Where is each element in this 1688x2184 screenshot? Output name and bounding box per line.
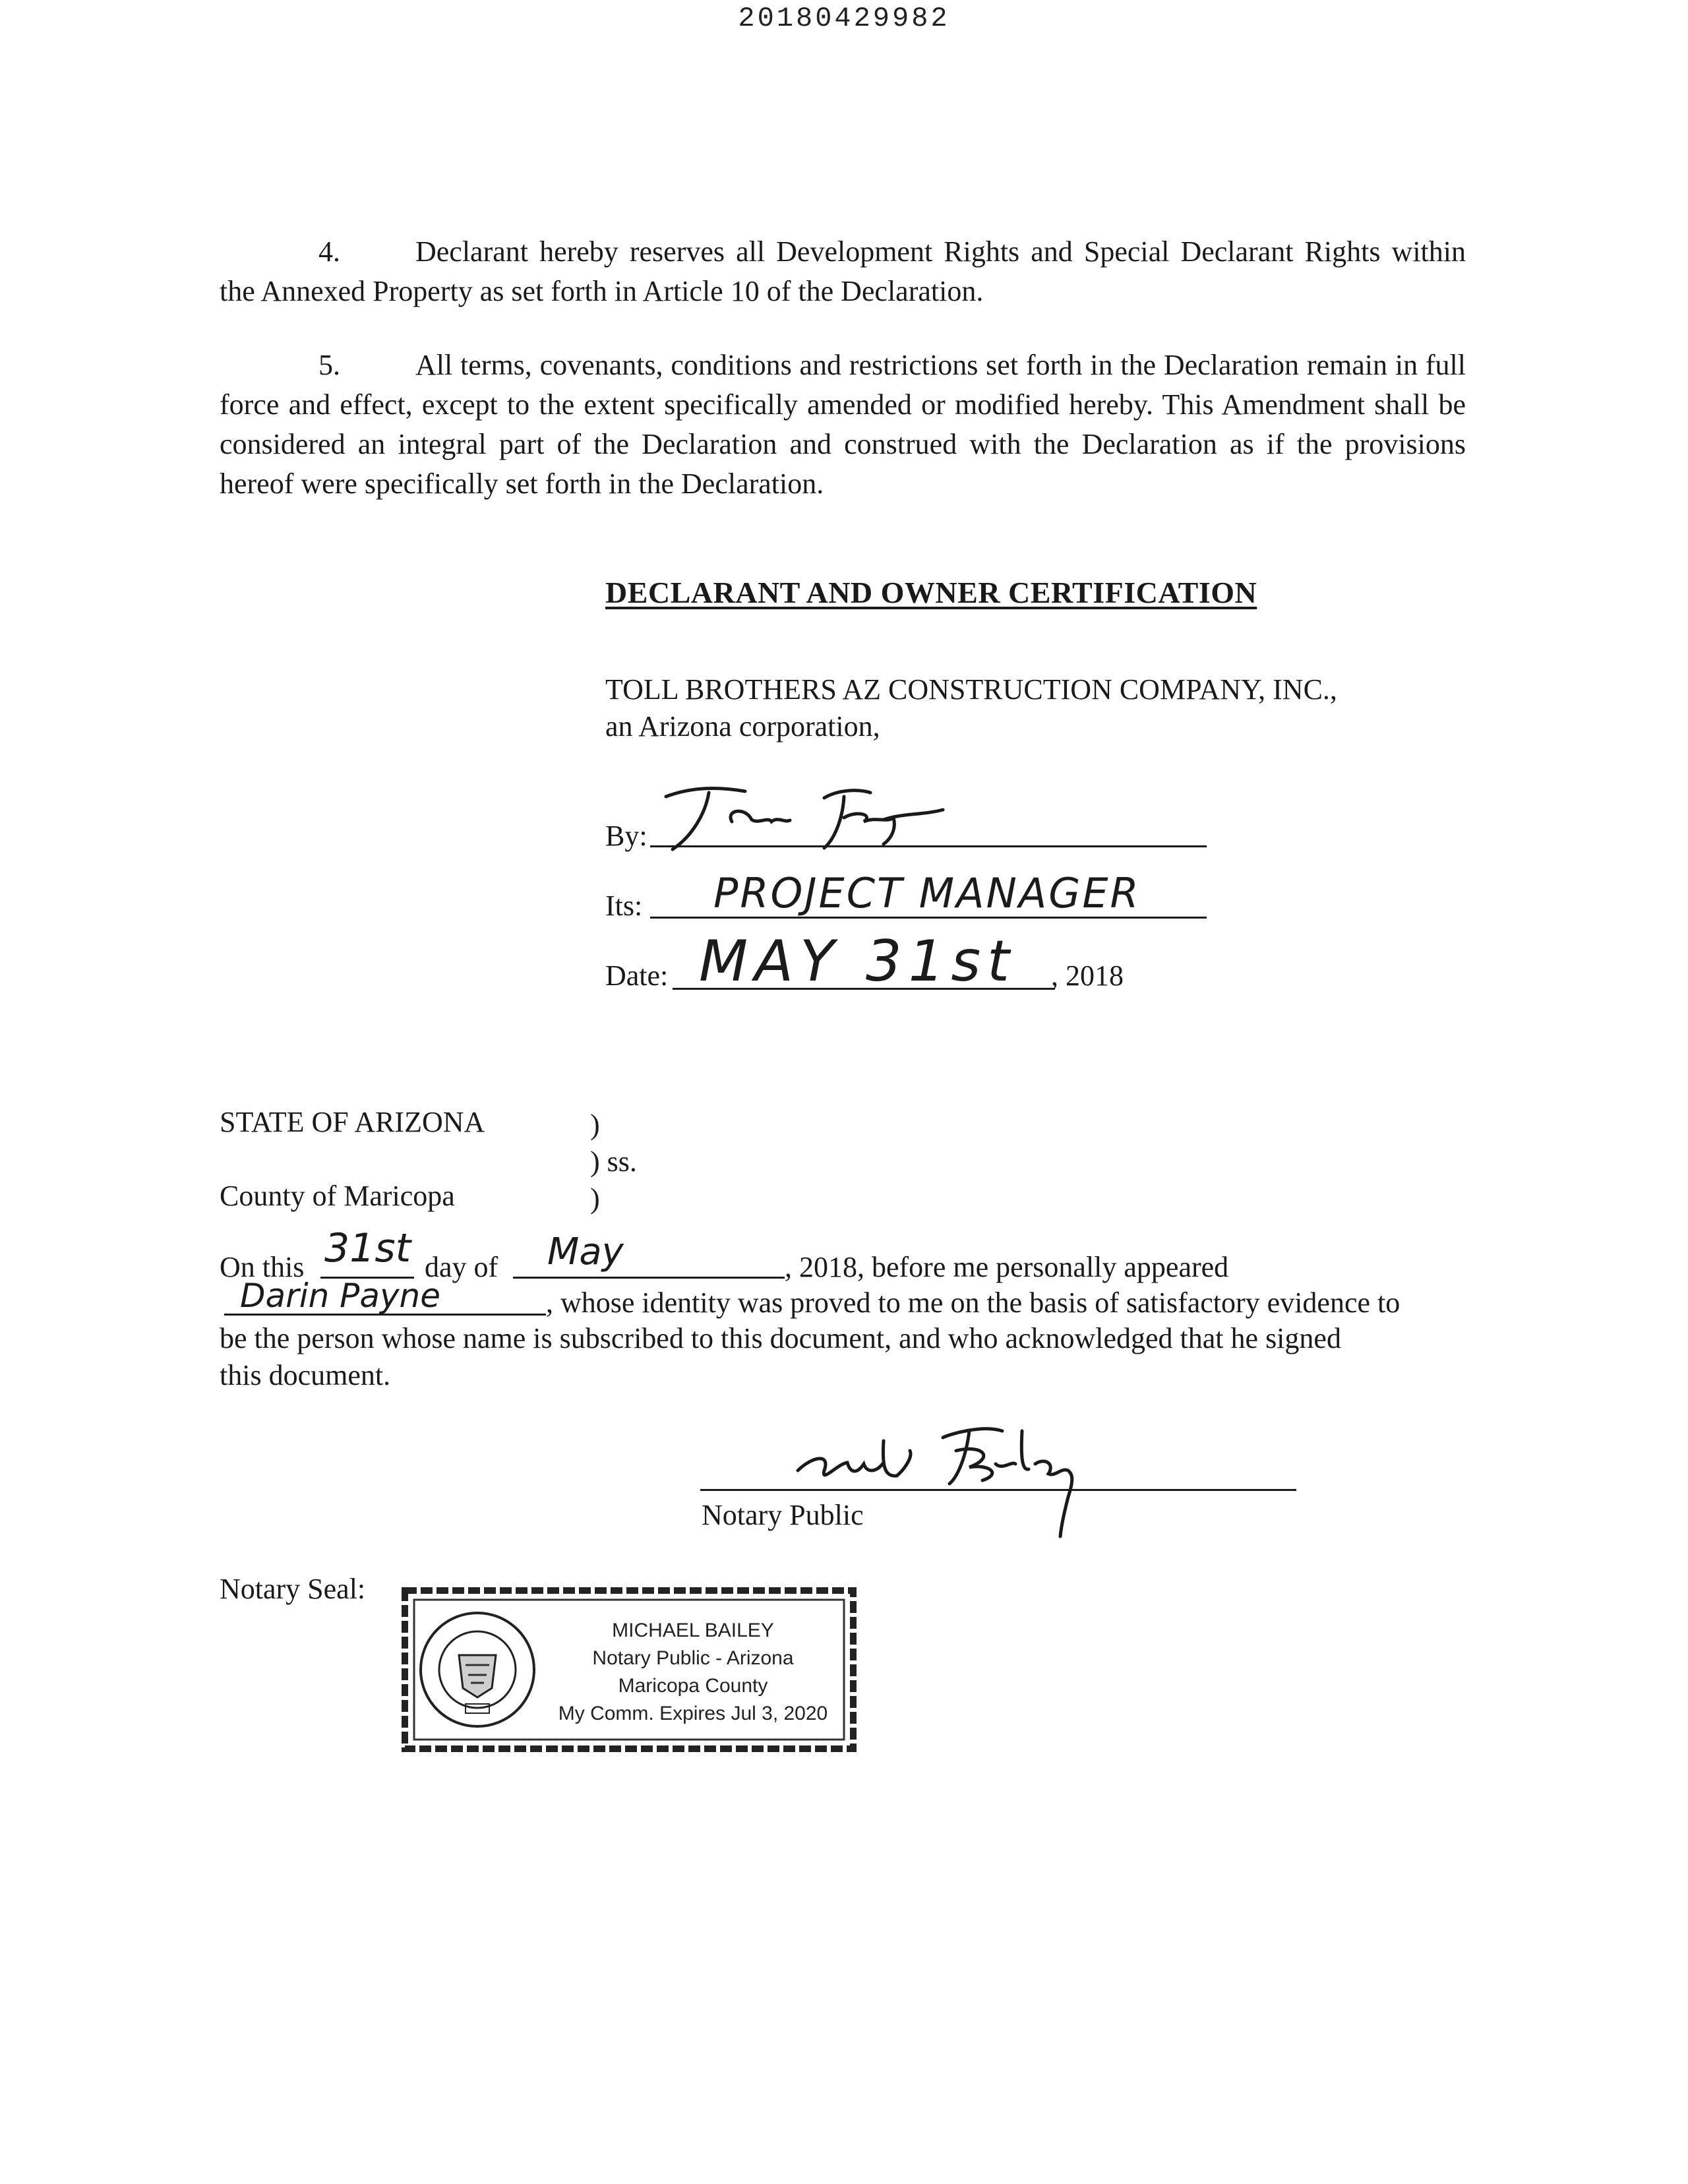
seal-expires: My Comm. Expires Jul 3, 2020 [558,1703,828,1724]
ss-label: ) ss. [590,1145,637,1178]
notary-public-label: Notary Public [702,1499,864,1531]
company-description: an Arizona corporation, [605,710,880,743]
company-name: TOLL BROTHERS AZ CONSTRUCTION COMPANY, INC., [605,673,1337,706]
county-name: County of Maricopa [220,1180,455,1212]
notary-seal-label: Notary Seal: [220,1573,366,1605]
paragraph-5 [220,346,1466,504]
date-label: Date: [605,959,669,992]
month-value: May [547,1230,624,1273]
line2-rest: , whose identity was proved to me on the basis of satisfactory evidence to [546,1287,1401,1319]
seal-title: Notary Public - Arizona [592,1647,794,1669]
certification-title: DECLARANT AND OWNER CERTIFICATION [605,576,1257,609]
date-value: MAY 31st [699,928,1016,994]
on-this-label: On this [220,1251,305,1283]
paren-3: ) [590,1182,600,1215]
line4: this document. [220,1359,391,1391]
day-value: 31st [324,1225,411,1271]
seal-name: MICHAEL BAILEY [612,1620,774,1641]
arizona-state-seal-icon [421,1613,534,1726]
paragraph-5-text: All terms, covenants, conditions and restrictions set forth in the Declaration remain in full force and effect, except to the extent specifically amended or modified hereby. This Amendment shall be considered an integral part of the Declaration and construed with the Declaration as if the provisions hereof were specifically set forth in the Declaration. [220,349,1466,500]
paragraph-4-number: 4. [318,235,340,268]
declarant-signature [646,783,963,856]
paragraph-5-number: 5. [318,349,340,381]
its-value: PROJECT MANAGER [713,869,1141,917]
by-label: By: [605,820,648,852]
paragraph-4-text: Declarant hereby reserves all Development Rights and Special Declarant Rights within the Annexed Property as set forth in Article 10 of the Declaration. [220,235,1466,307]
notary-seal-stamp [400,1583,861,1758]
line3: be the person whose name is subscribed to this document, and who acknowledged that he signed [220,1322,1341,1354]
document-number: 20180429982 [738,3,950,34]
its-label: Its: [605,890,643,922]
paren-1: ) [590,1108,600,1141]
day-of-label: day of [425,1251,498,1283]
paragraph-4 [220,232,1466,311]
line1-rest: , 2018, before me personally appeared [785,1251,1229,1283]
person-value: Darin Payne [240,1277,441,1315]
seal-county: Maricopa County [618,1675,768,1697]
state-name: STATE OF ARIZONA [220,1106,485,1138]
month-line [513,1277,785,1279]
date-year: , 2018 [1051,959,1124,992]
